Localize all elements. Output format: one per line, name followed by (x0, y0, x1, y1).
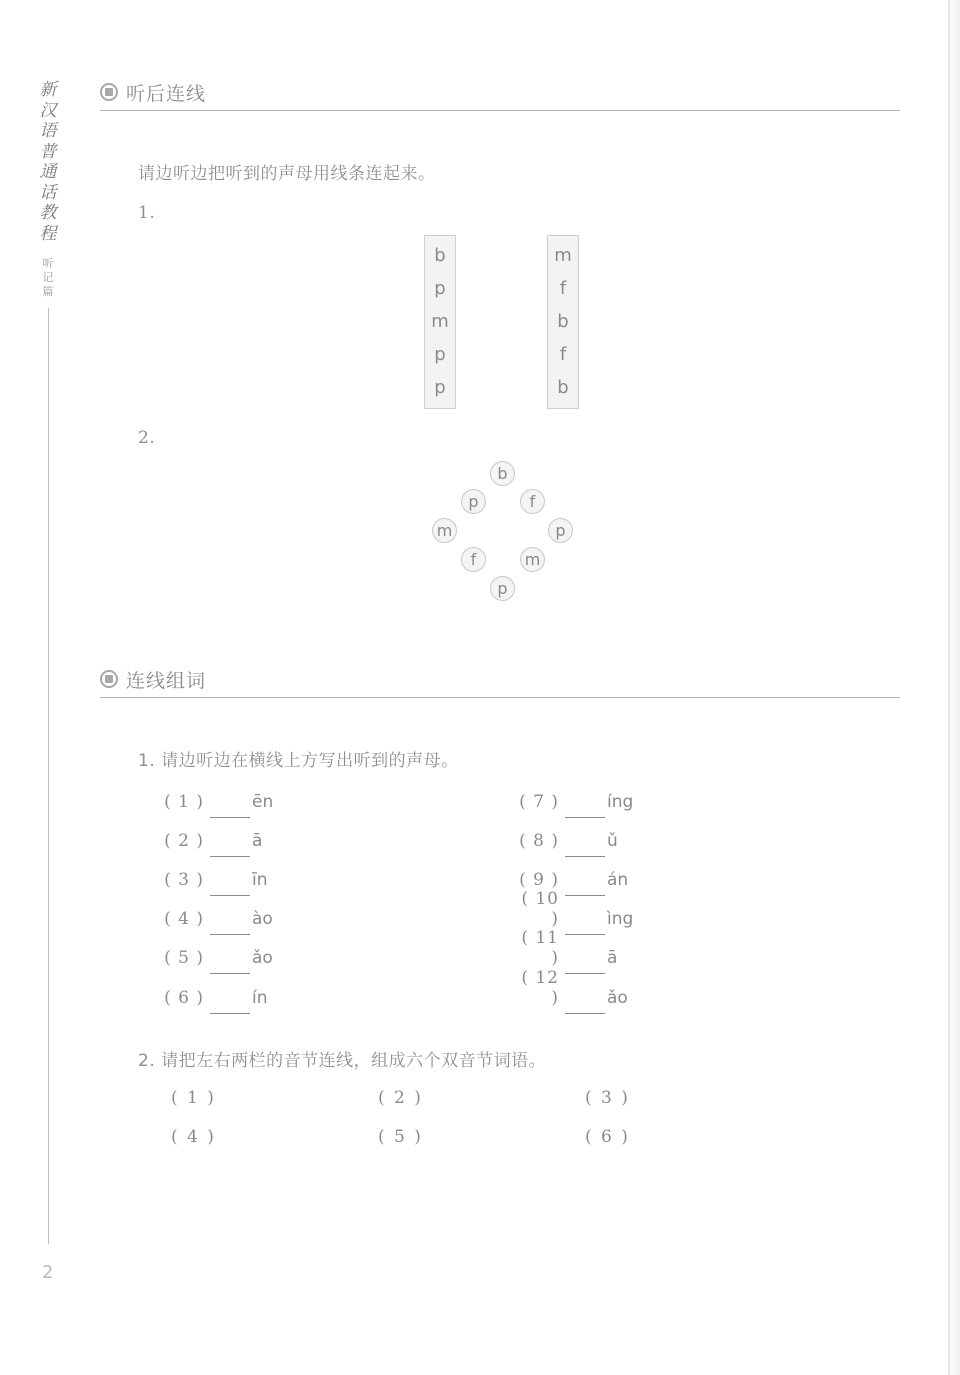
fill-item: ( 5 ) ǎo (162, 944, 273, 968)
title-char: 语 (39, 121, 57, 141)
pair-label: ( 2 ) (378, 1088, 423, 1108)
blank-line[interactable] (565, 955, 605, 974)
section-header-listen-connect (100, 74, 900, 111)
section-bullet-icon (100, 670, 118, 688)
fill-item: ( 1 ) ēn (162, 788, 273, 812)
instruction-text: 请边听边把听到的声母用线条连起来。 (138, 164, 436, 184)
letter-circle-right[interactable]: p (548, 518, 573, 543)
volume-char: 记 (42, 271, 54, 284)
letter-circle-upper-right[interactable]: f (520, 489, 545, 514)
blank-line[interactable] (565, 995, 605, 1014)
letter-circle-lower-left[interactable]: f (461, 547, 486, 572)
letter[interactable]: p (434, 278, 446, 300)
letter[interactable]: p (434, 343, 446, 365)
pair-label: ( 6 ) (585, 1127, 630, 1147)
instruction-text: 2. 请把左右两栏的音节连线，组成六个双音节词语。 (138, 1051, 547, 1071)
fill-item: ( 7 ) íng (517, 788, 633, 812)
letter-circle-lower-right[interactable]: m (520, 547, 545, 572)
pair-label: ( 5 ) (378, 1127, 423, 1147)
blank-line[interactable] (565, 916, 605, 935)
volume-label (43, 256, 54, 298)
letter-circle-top[interactable]: b (490, 461, 515, 486)
letter[interactable]: p (434, 376, 446, 398)
letter-circle-upper-left[interactable]: p (461, 489, 486, 514)
blank-line[interactable] (565, 877, 605, 896)
instruction-text: 1. 请边听边在横线上方写出听到的声母。 (138, 751, 459, 771)
question-number: 1. (138, 203, 156, 223)
blank-line[interactable] (210, 916, 250, 935)
fill-item: ( 4 ) ào (162, 905, 273, 929)
pair-label: ( 1 ) (171, 1088, 216, 1108)
book-side-title (36, 80, 60, 298)
title-char: 普 (39, 141, 57, 162)
blank-line[interactable] (210, 877, 250, 896)
page-number: 2 (42, 1262, 54, 1283)
blank-line[interactable] (565, 799, 605, 818)
left-letter-column (424, 235, 456, 409)
section-title: 听后连线 (126, 82, 207, 105)
title-char: 新 (39, 80, 57, 100)
title-char: 汉 (39, 100, 57, 121)
letter[interactable]: b (557, 310, 569, 332)
fill-item: ( 3 ) īn (162, 866, 268, 890)
letter-circle-bottom[interactable]: p (490, 576, 515, 601)
letter[interactable]: f (559, 278, 567, 300)
page-edge-shadow (950, 0, 960, 1375)
fill-item: ( 6 ) ín (162, 984, 268, 1008)
volume-char: 听 (42, 257, 54, 270)
title-char: 教 (39, 203, 57, 223)
pair-label: ( 3 ) (585, 1088, 630, 1108)
blank-line[interactable] (210, 955, 250, 974)
side-divider (48, 308, 49, 1244)
section-bullet-icon (100, 83, 118, 101)
fill-item: ( 8 ) ǔ (517, 827, 618, 851)
question-number: 2. (138, 428, 156, 448)
fill-item: ( 9 ) án (517, 866, 628, 890)
volume-char: 篇 (42, 285, 54, 298)
letter[interactable]: b (557, 376, 569, 398)
letter[interactable]: b (434, 245, 446, 267)
blank-line[interactable] (210, 838, 250, 857)
section-title: 连线组词 (126, 669, 207, 692)
blank-line[interactable] (210, 799, 250, 818)
section-header-connect-words (100, 661, 900, 698)
fill-item: ( 11 ) ā (517, 944, 617, 968)
letter[interactable]: f (559, 343, 567, 365)
title-char: 程 (39, 223, 57, 244)
pair-label: ( 4 ) (171, 1127, 216, 1147)
letter-circle-left[interactable]: m (432, 518, 457, 543)
fill-item: ( 12 ) ǎo (517, 984, 628, 1008)
blank-line[interactable] (565, 838, 605, 857)
fill-item: ( 10 ) ìng (517, 905, 633, 929)
title-char: 话 (39, 182, 57, 203)
letter[interactable]: m (554, 245, 572, 267)
blank-line[interactable] (210, 995, 250, 1014)
fill-item: ( 2 ) ā (162, 827, 262, 851)
right-letter-column (547, 235, 579, 409)
letter[interactable]: m (431, 310, 449, 332)
title-char: 通 (39, 162, 57, 182)
page-edge (948, 0, 950, 1375)
